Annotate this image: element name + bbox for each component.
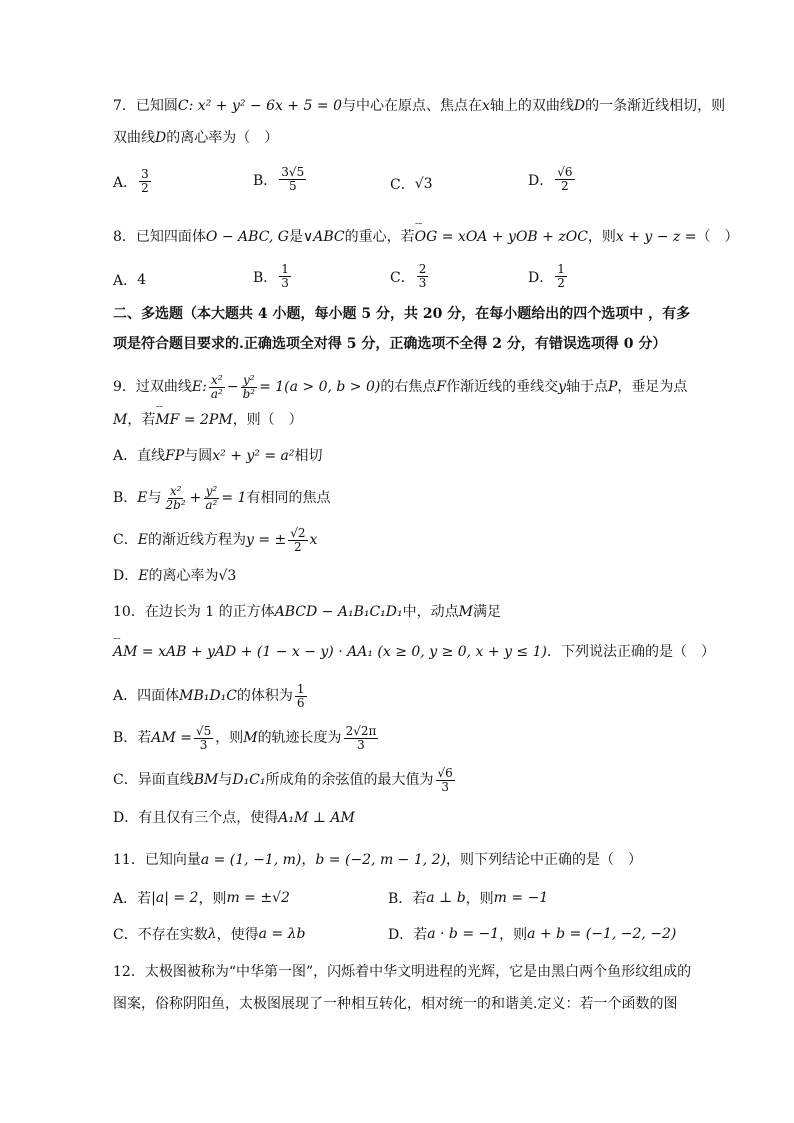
q9-option-b — [113, 482, 682, 514]
option-text: ，使得 — [216, 927, 259, 943]
q7-option-c — [390, 174, 433, 194]
option-text: B．若 — [388, 891, 427, 907]
q8-option-b — [253, 263, 293, 290]
option-math: a + b = (−1, −2, −2) — [527, 926, 677, 942]
q10-option-d — [113, 808, 682, 828]
denominator: 6 — [296, 695, 305, 710]
option-math: m = −1 — [493, 890, 549, 906]
denominator: 2b² — [165, 497, 186, 512]
option-text: 与圆 — [184, 448, 213, 464]
numerator: 2√2π — [345, 723, 377, 738]
denominator: 2 — [294, 539, 302, 554]
q9-text: 9．过双曲线 — [113, 379, 192, 395]
numerator: 3 — [141, 167, 149, 181]
option-label: A． — [113, 273, 138, 289]
fraction — [555, 166, 574, 193]
option-text: C．异面直线 — [113, 772, 194, 788]
numerator: √2 — [290, 525, 306, 540]
q10-text: ．下列说法正确的是（ ） — [547, 644, 715, 660]
numerator: x² — [211, 372, 223, 387]
denominator: 3 — [199, 737, 208, 752]
fraction — [194, 725, 213, 752]
option-text: D．有且仅有三个点，使得 — [113, 810, 279, 826]
option-text: 的体积为 — [236, 688, 293, 704]
q9-var: M — [113, 412, 128, 428]
q8-text: 的重心，若 — [344, 229, 415, 245]
q7-text: 轴上的双曲线 — [489, 98, 574, 114]
option-math: E — [138, 568, 149, 584]
option-label: C． — [390, 177, 415, 193]
option-text: 的轨迹长度为 — [257, 730, 342, 746]
fraction — [279, 166, 306, 193]
q11-option-c — [113, 924, 305, 944]
denominator: 5 — [288, 179, 297, 193]
q7-text: 双曲线 — [113, 130, 155, 146]
q10-line2 — [113, 642, 715, 662]
q10-text: 10．在边长为 1 的正方体 — [113, 604, 275, 620]
q9-text: 的右焦点 — [380, 379, 437, 395]
q7-text: 的离心率为（ ） — [166, 130, 279, 146]
q10-vector-eq: ˜˜ AM = xAB + yAD + (1 − x − y) · AA₁ (x ≥ 0, y ≥ 0, x + y ≤ 1) — [113, 642, 547, 662]
option-math: E — [137, 532, 148, 548]
fraction — [203, 485, 219, 512]
q9-text: 轴于点 — [566, 379, 608, 395]
option-text: 的渐近线方程为 — [147, 532, 246, 548]
numerator: √6 — [557, 165, 573, 179]
section-2-heading: 二、多选题（本大题共 4 小题，每小题 5 分，共 20 分，在每小题给出的四个选项中 ，有多 — [113, 306, 691, 322]
option-text: C．不存在实数 — [113, 927, 208, 943]
fraction — [344, 725, 379, 752]
option-text: ，则 — [215, 730, 244, 746]
fraction — [209, 374, 225, 401]
q10-option-c — [113, 764, 682, 796]
option-text: ，则 — [499, 927, 528, 943]
option-math: FP — [165, 448, 185, 464]
option-label: B． — [253, 172, 278, 189]
q8-text: ，则 — [587, 229, 616, 245]
q7-line2 — [113, 128, 682, 148]
q7-option-b — [253, 166, 308, 193]
option-value: 4 — [137, 272, 147, 288]
q8-stem — [113, 227, 739, 247]
q7-circle-eq: C: x² + y² − 6x + 5 = 0 — [177, 98, 342, 114]
q10-text: 满足 — [472, 604, 501, 620]
denominator: 3 — [441, 779, 449, 794]
option-text: 与 — [147, 490, 162, 506]
q9-var: y — [558, 379, 566, 395]
q10-option-b — [113, 722, 682, 754]
q9-option-c — [113, 524, 682, 556]
option-math: x — [309, 532, 318, 548]
q7-option-d — [528, 166, 577, 193]
q11-vector-b: b = (−2, m − 1, 2) — [315, 852, 447, 868]
q9-var: F — [436, 379, 447, 395]
q9-option-d — [113, 566, 682, 586]
q11-text: ， — [301, 852, 316, 868]
option-text: B．若 — [113, 730, 152, 746]
denominator: 3 — [281, 276, 289, 290]
denominator: 2 — [141, 181, 149, 195]
option-math: a · b = −1 — [427, 926, 500, 942]
q8-option-d — [528, 263, 569, 290]
fraction — [288, 527, 307, 554]
q11-option-b — [388, 888, 548, 908]
numerator: y² — [205, 483, 218, 498]
option-label: C． — [390, 269, 415, 286]
option-math: a = λb — [258, 926, 306, 942]
q10-cube: ABCD − A₁B₁C₁D₁ — [274, 604, 403, 620]
q10-text: 中，动点 — [402, 604, 459, 620]
option-math: M — [243, 730, 258, 746]
q8-triangle: ∨ABC — [303, 229, 345, 245]
section-2-heading-cont: 项是符合题目要求的.正确选项全对得 5 分，正确选项不全得 2 分，有错误选项得 0 分） — [113, 336, 667, 352]
q9-option-a — [113, 446, 682, 466]
denominator: a² — [205, 497, 218, 512]
q11-stem — [113, 850, 682, 870]
option-text: 所成角的余弦值的最大值为 — [265, 772, 434, 788]
q11-text: ，则下列结论中正确的是（ ） — [446, 852, 643, 868]
q9-line1 — [113, 372, 688, 402]
q9-text: ，若 — [127, 412, 156, 428]
numerator: 1 — [557, 262, 565, 276]
option-text: 有相同的焦点 — [246, 490, 331, 506]
q11-option-d — [388, 924, 676, 944]
option-math: a ⊥ b — [426, 890, 466, 906]
q8-text: 8．已知四面体 — [113, 229, 206, 245]
fraction — [164, 485, 188, 512]
numerator: y² — [243, 372, 255, 387]
q10-line1 — [113, 602, 682, 622]
q7-option-a — [113, 168, 153, 195]
q8-expr: x + y − z = — [615, 229, 697, 245]
option-math: D₁C₁ — [232, 772, 266, 788]
denominator: b² — [242, 386, 256, 401]
option-text: D．若 — [388, 927, 428, 943]
option-text: ，则 — [198, 891, 227, 907]
option-text: 与 — [218, 772, 233, 788]
q7-var-x: x — [481, 98, 490, 114]
q11-text: 11．已知向量 — [113, 852, 201, 868]
q11-vector-a: a = (1, −1, m) — [200, 852, 302, 868]
option-math: = 1 — [221, 490, 247, 506]
option-math: BM — [193, 772, 219, 788]
option-op: + — [189, 490, 202, 506]
q9-op: − — [226, 379, 239, 395]
option-value: √3 — [414, 176, 433, 192]
option-math: AM = — [151, 730, 192, 746]
option-math: E — [137, 490, 148, 506]
fraction — [139, 168, 151, 195]
option-label: B． — [253, 269, 278, 286]
option-math: A₁M ⊥ AM — [278, 810, 355, 826]
q10-var: M — [458, 604, 473, 620]
denominator: 3 — [357, 737, 365, 752]
numerator: x² — [169, 483, 182, 498]
q9-var: E: — [191, 379, 207, 395]
denominator: 2 — [557, 276, 565, 290]
option-label: D． — [528, 172, 554, 189]
q8-text: 是 — [289, 229, 303, 245]
option-math: y = ± — [245, 532, 287, 548]
numerator: 1 — [296, 681, 305, 696]
q8-option-a — [113, 270, 146, 290]
q9-text: ，垂足为点 — [617, 379, 688, 395]
denominator: 2 — [561, 179, 569, 193]
q10-option-a — [113, 680, 682, 712]
option-math: MB₁D₁C — [179, 688, 237, 704]
q12-line1: 12．太极图被称为“中华第一图”，闪烁着中华文明进程的光辉，它是由黑白两个鱼形纹组成的 — [113, 964, 692, 980]
q9-vector-eq: ˜˜ MF = 2PM — [155, 410, 232, 430]
numerator: √5 — [195, 723, 212, 738]
option-text: A．直线 — [113, 448, 166, 464]
q7-line1 — [113, 96, 726, 116]
numerator: 1 — [281, 262, 289, 276]
option-text: 的离心率为 — [148, 568, 219, 584]
option-text: C． — [113, 532, 138, 548]
q7-text: 的一条渐近线相切，则 — [585, 98, 726, 114]
q8-vector-eq: ˜˜ OG = xOA + yOB + zOC — [415, 227, 588, 247]
option-math: x² + y² = a² — [212, 448, 295, 464]
q7-var-d: D — [155, 130, 167, 146]
q9-text: 作渐近线的垂线交 — [446, 379, 559, 395]
denominator: 3 — [418, 276, 427, 290]
option-text: B． — [113, 490, 138, 506]
numerator: 2 — [418, 262, 427, 276]
q7-text: 与中心在原点、焦点在 — [341, 98, 482, 114]
denominator: a² — [210, 386, 223, 401]
q12-line2: 图案，俗称阴阳鱼，太极图展现了一种相互转化，相对统一的和谐美.定义：若一个函数的图 — [113, 996, 678, 1012]
q11-option-a — [113, 888, 290, 908]
q8-option-c — [390, 263, 430, 290]
q9-text: ，则（ ） — [232, 412, 303, 428]
q9-condition: = 1(a > 0, b > 0) — [259, 379, 381, 395]
numerator: √6 — [437, 765, 453, 780]
fraction — [241, 374, 258, 401]
q7-var-d: D — [573, 98, 586, 114]
option-label: A． — [113, 174, 138, 191]
fraction — [555, 263, 567, 290]
q8-text: （ ） — [696, 229, 739, 245]
option-text: A．四面体 — [113, 688, 180, 704]
q9-var: P — [608, 379, 618, 395]
fraction — [417, 263, 429, 290]
option-text: D． — [113, 568, 139, 584]
option-label: D． — [528, 269, 554, 286]
q8-tetrahedron: O − ABC, G — [205, 229, 289, 245]
q7-text: 7．已知圆 — [113, 98, 178, 114]
fraction — [279, 263, 291, 290]
option-math: |a| = 2 — [151, 890, 199, 906]
q9-line2 — [113, 410, 682, 430]
option-text: 相切 — [294, 448, 323, 464]
option-text: ，则 — [465, 891, 494, 907]
fraction — [295, 683, 307, 710]
option-math: m = ±√2 — [226, 890, 290, 906]
option-math: λ — [207, 926, 217, 942]
option-text: A．若 — [113, 891, 152, 907]
numerator: 3√5 — [281, 165, 305, 179]
option-math: √3 — [218, 568, 237, 584]
fraction — [436, 767, 455, 794]
